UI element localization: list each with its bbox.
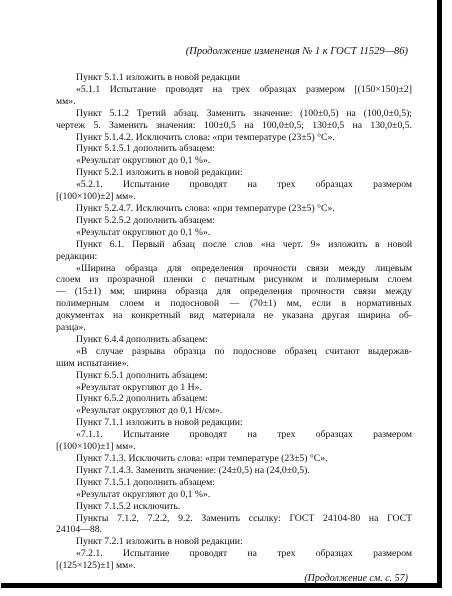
page-footer: (Продолжение см. с. 57) — [304, 573, 408, 584]
text-line: «В случае разрыва образца по подоснове образец считают выдержав- — [76, 345, 412, 357]
text-line: Пункт 7.2.1 изложить в новой редакции: — [76, 536, 243, 548]
text-line: «Результат округляют до 0,1 %». — [76, 226, 211, 238]
text-line: «Ширина образца для определения прочности связи между лицевым — [76, 262, 412, 274]
text-line: Пункт 6.1. Первый абзац после слов «на черт. 9» изложить в новой — [76, 238, 412, 250]
text-line: полимерным слоем и подосновой — (70±1) мм, если в нормативных — [56, 298, 412, 310]
text-line: Пункт 5.1.5.1 дополнить абзацем: — [76, 143, 215, 155]
text-line: слоем из прозрачной пленки с печатным рисунком и полимерным слоем — [56, 274, 412, 286]
text-line: Пункт 5.2.1 изложить в новой редакции: — [76, 167, 243, 179]
text-line: «Результат округляют до 1 Н». — [76, 381, 202, 393]
text-line: [(100×100)±1] мм». — [56, 441, 136, 453]
text-line: [(100×100)±2] мм». — [56, 191, 136, 203]
text-line: Пункт 5.1.4.2. Исключить слова: «при температуре (23±5) °С». — [76, 131, 335, 143]
text-line: «7.2.1. Испытание проводят на трех образцах размером — [76, 548, 412, 560]
text-line: «Результат округляют до 0,1 %». — [76, 155, 211, 167]
text-line: Пункт 7.1.3. Исключить слова: «при температуре (23±5) °С». — [76, 453, 328, 464]
text-line: Пункт 6.5.1 дополнить абзацем: — [76, 369, 208, 381]
text-line: шим испытание». — [56, 357, 129, 369]
text-line: чертеж 5. Заменить значения: 100±0,5 на 100,0±0,5; 130±0,5 на 130,0±0,5. — [56, 119, 412, 131]
text-line: Пункт 7.1.5.1 дополнить абзацем: — [76, 476, 215, 488]
text-line: документах на конкретный вид материала не указана другая ширина об- — [56, 310, 412, 322]
text-line: Пункт 5.2.5.2 дополнить абзацем: — [76, 214, 215, 226]
text-line: «5.1.1 Испытание проводят на трех образцах размером [(150×150)±2] — [76, 83, 412, 95]
text-line: «5.2.1. Испытание проводят на трех образцах размером — [76, 179, 412, 191]
text-line: 24104—88. — [56, 524, 103, 536]
text-line: — (15±1) мм; ширина образца для определения прочности связи между — [56, 286, 412, 298]
text-line: «Результат округляют до 0,1 Н/см». — [76, 405, 223, 417]
text-line: «7.1.1. Испытание проводят на трех образцах размером — [76, 429, 412, 441]
text-line: Пункты 7.1.2, 7.2.2, 9.2. Заменить ссылку: ГОСТ 24104-80 на ГОСТ — [76, 512, 412, 524]
document-body — [56, 72, 412, 572]
text-line: Пункт 7.1.4.3. Заменить значение: (24±0,5) на (24,0±0,5). — [76, 464, 310, 476]
text-line: Пункт 7.1.5.2 исключить. — [76, 500, 181, 512]
text-line: [(125×125)±1] мм». — [56, 560, 136, 572]
text-line: Пункт 5.1.1 изложить в новой редакции — [76, 72, 240, 83]
text-line: разца». — [56, 322, 86, 334]
text-line: Пункт 7.1.1 изложить в новой редакции: — [76, 417, 243, 429]
page-header: (Продолжение изменения № 1 к ГОСТ 11529—86) — [185, 46, 408, 57]
text-line: Пункт 5.2.4.7. Исключить слова: «при температуре (23±5) °С». — [76, 202, 335, 214]
text-line: «Результат округляют до 0,1 %». — [76, 488, 211, 500]
text-line: редакции: — [56, 250, 98, 262]
text-line: мм». — [56, 95, 76, 107]
text-line: Пункт 6.4.4 дополнить абзацем: — [76, 333, 208, 345]
text-line: Пункт 6.5.2 дополнить абзацем: — [76, 393, 208, 405]
text-line: Пункт 5.1.2 Третий абзац. Заменить значение: (100±0,5) на (100,0±0,5); — [76, 107, 412, 119]
